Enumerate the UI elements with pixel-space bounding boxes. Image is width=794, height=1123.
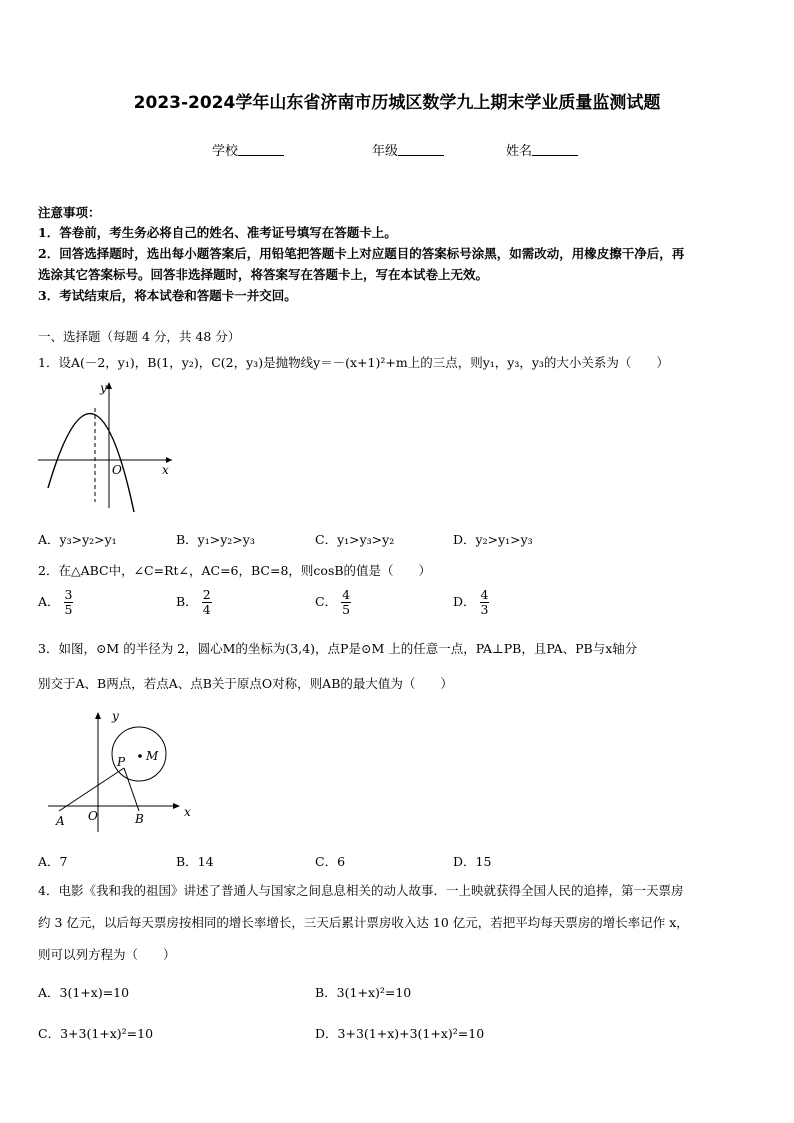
q1-option-b[interactable]: B．y₁>y₂>y₃ [176,532,255,547]
q4-line2: 约 3 亿元，以后每天票房按相同的增长率增长，三天后累计票房收入达 10 亿元，若把平均每天票房的增长率记作 x， [38,915,689,930]
option-letter: B． [176,594,198,609]
option-letter: D． [453,594,476,609]
q1-option-d[interactable]: D．y₂>y₁>y₃ [453,532,533,547]
school-blank[interactable] [238,143,284,156]
numerator: 2 [202,587,211,602]
center-m-point [138,754,142,758]
q4-option-b[interactable]: B．3(1+x)²=10 [315,985,412,1000]
q2-option-c[interactable] [315,588,351,617]
denominator: 4 [202,602,211,617]
school-label: 学校 [212,144,239,159]
x-label: x [184,805,191,819]
numerator: 4 [342,587,351,602]
q4-option-d[interactable]: D．3+3(1+x)+3(1+x)²=10 [315,1026,485,1041]
q1-stem: 1．设A(－2，y₁)，B(1，y₂)，C(2，y₃)是抛物线y＝－(x+1)²+m上的三点，则y₁，y₃，y₃的大小关系为（ ） [38,355,669,370]
segment-pb [124,768,139,811]
grade-blank[interactable] [398,143,444,156]
b-label: B [135,812,144,826]
notice-item: 3．考试结束后，将本试卷和答题卡一并交回。 [38,288,297,303]
q4-line3: 则可以列方程为（ ） [38,947,176,962]
grade-field [372,140,444,159]
q1-option-c[interactable]: C．y₁>y₃>y₂ [315,532,395,547]
notice-item: 选涂其它答案标号。回答非选择题时，将答案写在答题卡上，写在本试卷上无效。 [38,267,489,282]
denominator: 5 [64,602,73,617]
section-heading: 一、选择题（每题 4 分，共 48 分） [38,329,241,344]
segment-pa [59,768,124,811]
q2-stem: 2．在△ABC中，∠C=Rt∠，AC=6，BC=8，则cosB的值是（ ） [38,563,432,578]
numerator: 3 [64,587,73,602]
a-label: A [56,814,65,828]
fraction [64,588,74,617]
q1-parabola-graph [34,378,184,514]
notice-item: 2．回答选择题时，选出每小题答案后，用铅笔把答题卡上对应题目的答案标号涂黑，如需改动，用橡皮擦干净后，再 [38,246,685,261]
notice-item: 1．答卷前，考生务必将自己的姓名、准考证号填写在答题卡上。 [38,225,397,240]
x-axis-arrow [173,803,180,809]
y-axis-arrow [95,712,101,719]
q4-option-a[interactable]: A．3(1+x)=10 [38,985,130,1000]
origin-label: O [112,463,122,477]
q3-option-c[interactable]: C．6 [315,854,346,869]
m-label: M [146,749,159,763]
p-label: P [117,755,126,769]
name-blank[interactable] [532,143,578,156]
q1-option-a[interactable]: A．y₃>y₂>y₁ [38,532,117,547]
option-letter: A． [38,594,60,609]
notice-heading: 注意事项： [38,205,101,220]
name-label: 姓名 [506,144,533,159]
page-title: 2023-2024学年山东省济南市历城区数学九上期末学业质量监测试题 [133,93,661,113]
y-label: y [112,709,119,723]
q2-option-b[interactable] [176,588,212,617]
denominator: 5 [342,602,351,617]
fraction [480,588,490,617]
q4-line1: 4．电影《我和我的祖国》讲述了普通人与国家之间息息相关的动人故事．一上映就获得全国人民的追捧，第一天票房 [38,883,684,898]
q2-option-a[interactable] [38,588,73,617]
q3-circle-graph [44,708,200,832]
q4-option-c[interactable]: C．3+3(1+x)²=10 [38,1026,154,1041]
y-axis-arrow [106,382,112,389]
fraction [341,588,351,617]
denominator: 3 [480,602,489,617]
option-letter: C． [315,594,338,609]
q3-option-a[interactable]: A．7 [38,854,68,869]
origin-label: O [88,809,98,823]
q3-option-d[interactable]: D．15 [453,854,492,869]
grade-label: 年级 [372,144,399,159]
q3-line1: 3．如图，⊙M 的半径为 2，圆心M的坐标为(3,4)，点P是⊙M 上的任意一点，PA⊥PB，且PA、PB与x轴分 [38,641,638,656]
q2-option-d[interactable] [453,588,489,617]
q3-option-b[interactable]: B．14 [176,854,214,869]
fraction [202,588,212,617]
school-field [212,140,284,159]
name-field [506,140,578,159]
q3-line2: 别交于A、B两点，若点A、点B关于原点O对称，则AB的最大值为（ ） [38,676,453,691]
y-label: y [100,381,107,395]
numerator: 4 [480,587,489,602]
x-label: x [162,463,169,477]
